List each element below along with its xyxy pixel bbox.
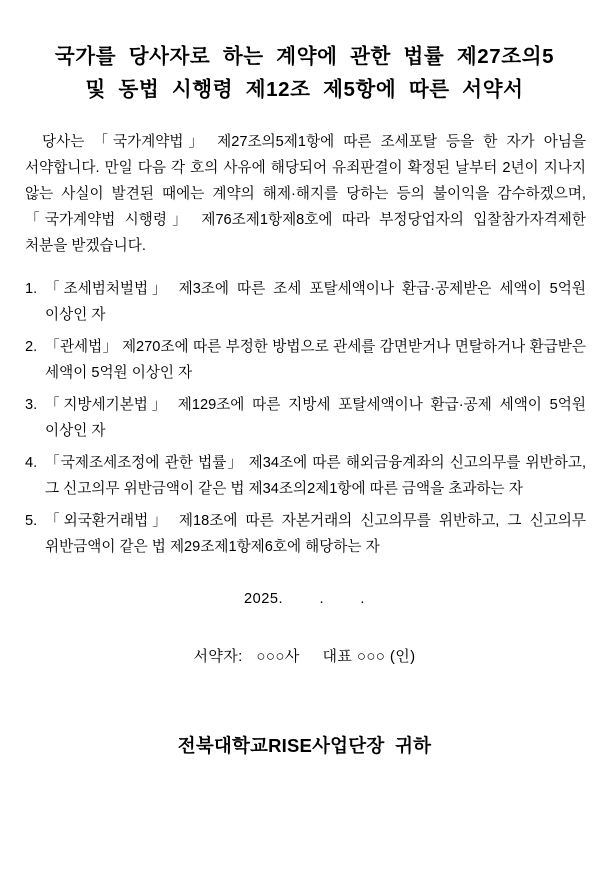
- clause-item: [25, 509, 586, 561]
- clause-item: [25, 393, 586, 445]
- clause-text: 「외국환거래법」 제18조에 따른 자본거래의 신고의무를 위반하고, 그 신고의무 위반금액이 같은 법 제29조제1항제6호에 해당하는 자: [45, 513, 586, 555]
- clause-number: 1.: [25, 281, 38, 298]
- clause-item: [25, 335, 586, 387]
- clause-text: 「국제조세조정에 관한 법률」 제34조에 따른 해외금융계좌의 신고의무를 위반하고, 그 신고의무 위반금액이 같은 법 제34조의2제1항에 따른 금액을 초과하는 자: [45, 455, 586, 498]
- date-line: 2025. . .: [243, 590, 365, 607]
- clause-item: [25, 277, 586, 329]
- clause-text: 「조세범처벌법」 제3조에 따른 조세 포탈세액이나 환급·공제받은 세액이 5억원 이상인 자: [45, 281, 586, 324]
- recipient-line: 전북대학교RISE사업단장 귀하: [177, 734, 432, 756]
- clause-text: 「관세법」 제270조에 따른 부정한 방법으로 관세를 감면받거나 면탈하거나 환급받은 세액이 5억원 이상인 자: [45, 339, 586, 382]
- clause-list: [14, 277, 595, 561]
- clause-item: [25, 451, 586, 503]
- intro-paragraph: 당사는 「국가계약법」 제27조의5제1항에 따른 조세포탈 등을 한 자가 아님을 서약합니다. 만일 다음 각 호의 사유에 해당되어 유죄판결이 확정된 날부터 2년이 지나지 않는 사실이 발견된 때에는 계약의 해제·해지를 당하는 등의 불이익을 감수하겠으며, 「국가계약법 시행령」 제76조제1항제8호에 따라 부정당업자의 입찰참가자격제한 처분을 받겠습니다.: [25, 134, 586, 255]
- clause-text: 「지방세기본법」 제129조에 따른 지방세 포탈세액이나 환급·공제 세액이 5억원 이상인 자: [45, 397, 586, 440]
- signer-line: 서약자: ○○○사 대표 ○○○ (인): [193, 647, 416, 665]
- title-line-1: 국가를 당사자로 하는 계약에 관한 법률 제27조의5: [54, 45, 555, 68]
- document-title: [14, 40, 595, 106]
- title-line-2: 및 동법 시행령 제12조 제5항에 따른 서약서: [85, 78, 524, 102]
- clause-number: 5.: [25, 513, 38, 529]
- clause-number: 2.: [25, 339, 38, 356]
- clause-number: 3.: [25, 397, 38, 414]
- clause-number: 4.: [25, 455, 38, 472]
